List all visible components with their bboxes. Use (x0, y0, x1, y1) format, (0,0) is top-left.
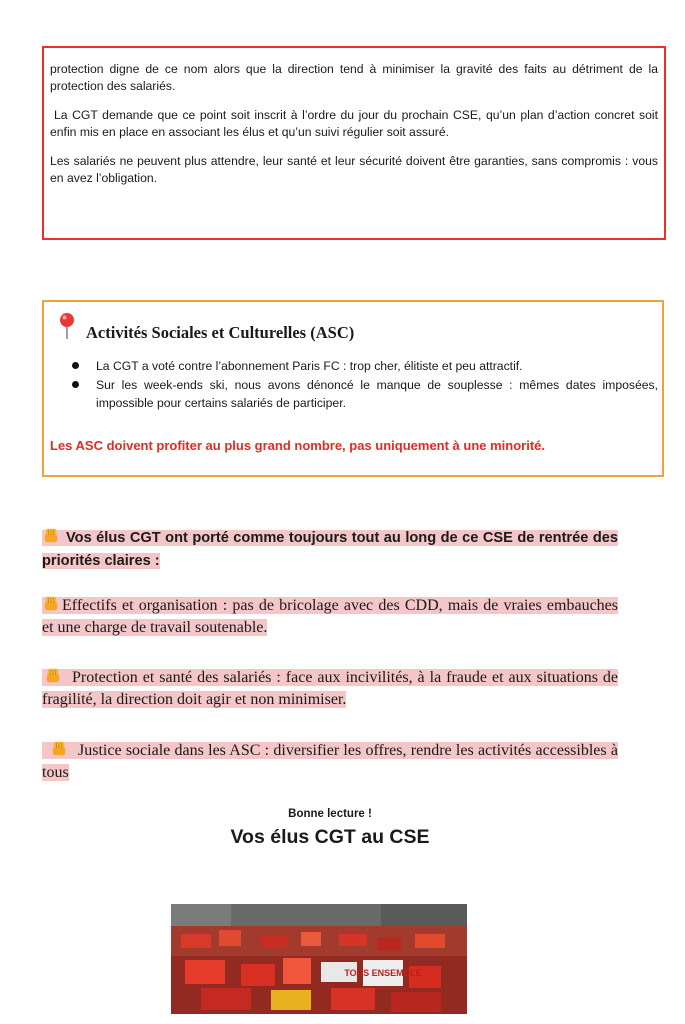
priority-item: Justice sociale dans les ASC : diversifier les offres, rendre les activités accessibles à tous (42, 739, 618, 784)
red-box-paragraph: Les salariés ne peuvent plus attendre, leur santé et leur sécurité doivent être garanties, sans compromis : vous en avez l’obligation. (50, 154, 658, 185)
raised-fist-icon (42, 594, 60, 612)
crowd-image (171, 904, 467, 1014)
asc-conclusion: Les ASC doivent profiter au plus grand nombre, pas uniquement à une minorité. (50, 438, 546, 453)
raised-fist-icon (50, 739, 68, 757)
asc-title: Activités Sociales et Culturelles (ASC) (86, 323, 355, 342)
list-item: La CGT a voté contre l’abonnement Paris FC : trop cher, élitiste et peu attractif. (70, 357, 658, 375)
red-box-paragraph: protection digne de ce nom alors que la direction tend à minimiser la gravité des faits au détriment de la protection des salariés. (50, 62, 658, 93)
asc-list (70, 357, 658, 413)
asc-box (42, 300, 664, 477)
closing-greeting: Bonne lecture ! (288, 808, 372, 820)
bullet-icon (72, 362, 79, 369)
closing-signature: Vos élus CGT au CSE (230, 826, 430, 848)
red-box (42, 46, 666, 240)
demonstration-photo (171, 904, 467, 1014)
red-box-paragraph: La CGT demande que ce point soit inscrit à l’ordre du jour du prochain CSE, qu’un plan d’action concret soit enfin mis en place en associant les élus et qu’un suivi régulier soit assuré. (50, 108, 658, 139)
priorities-heading: Vos élus CGT ont porté comme toujours tout au long de ce CSE de rentrée des priorités claires : (42, 526, 618, 573)
raised-fist-icon (44, 666, 62, 684)
list-item: Sur les week-ends ski, nous avons dénoncé le manque de souplesse : mêmes dates imposées, impossible pour certains salariés de participer. (70, 376, 658, 412)
raised-fist-icon (42, 526, 60, 544)
pin-icon (56, 312, 78, 340)
bullet-icon (72, 381, 79, 388)
banner-text: TOUS ENSEMBLE (344, 968, 422, 978)
priority-item: Protection et santé des salariés : face aux incivilités, à la fraude et aux situations de fragilité, la direction doit agir et non minimiser. (42, 666, 618, 711)
priority-item: Effectifs et organisation : pas de bricolage avec des CDD, mais de vraies embauches et une charge de travail soutenable. (42, 594, 618, 639)
